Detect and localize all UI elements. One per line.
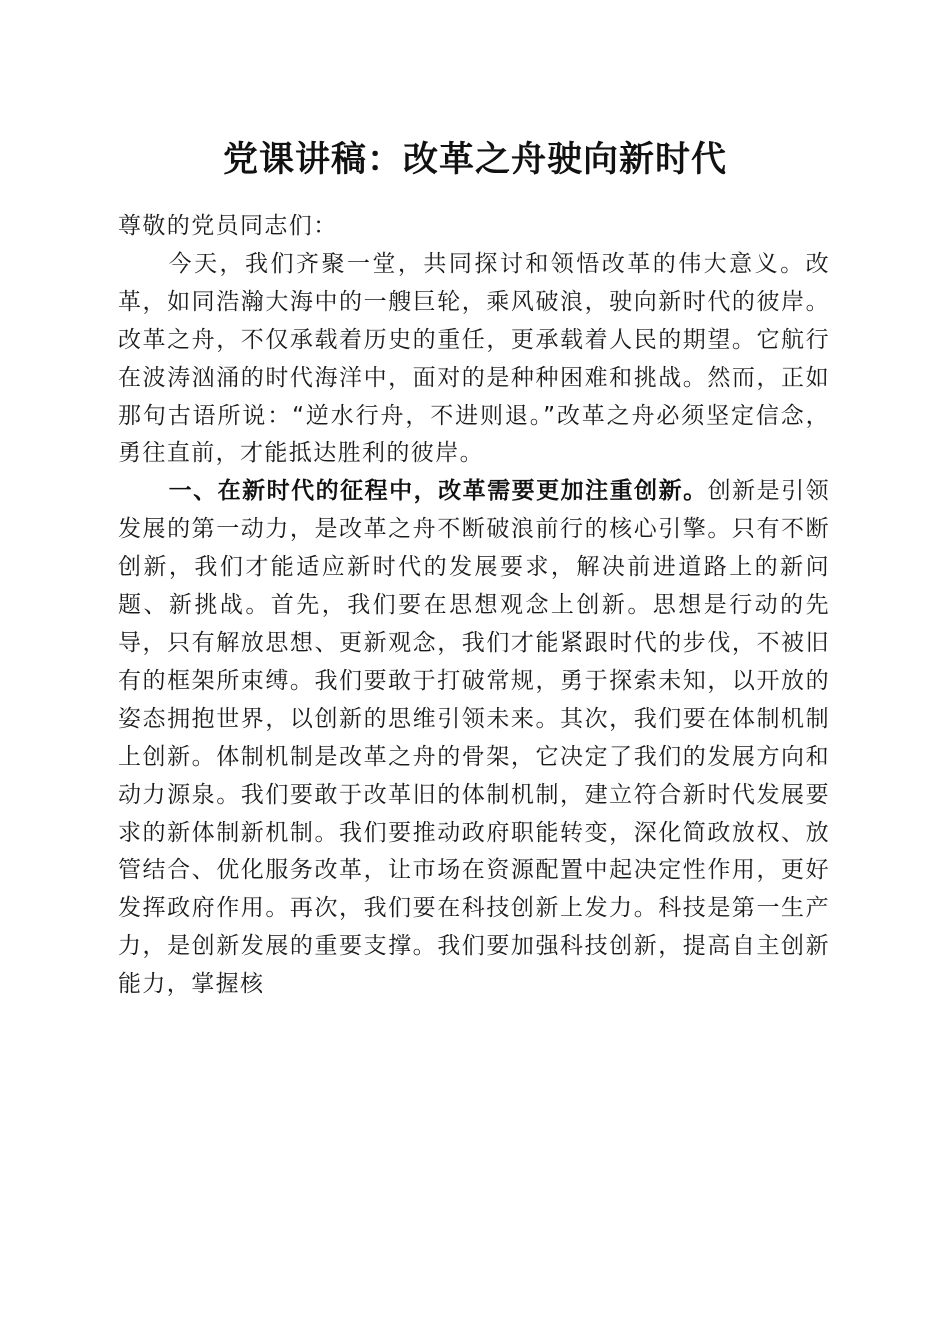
- paragraph-intro: 今天，我们齐聚一堂，共同探讨和领悟改革的伟大意义。改革，如同浩瀚大海中的一艘巨轮，乘风破浪，驶向新时代的彼岸。改革之舟，不仅承载着历史的重任，更承载着人民的期望。它航行在波涛汹涌的时代海洋中，面对的是种种困难和挑战。然而，正如那句古语所说：“逆水行舟，不进则退。”改革之舟必须坚定信念，勇往直前，才能抵达胜利的彼岸。: [118, 250, 830, 467]
- section-1-body: 创新是引领发展的第一动力，是改革之舟不断破浪前行的核心引擎。只有不断创新，我们才能适应新时代的发展要求，解决前进道路上的新问题、新挑战。首先，我们要在思想观念上创新。思想是行动的先导，只有解放思想、更新观念，我们才能紧跟时代的步伐，不被旧有的框架所束缚。我们要敢于打破常规，勇于探索未知，以开放的姿态拥抱世界，以创新的思维引领未来。其次，我们要在体制机制上创新。体制机制是改革之舟的骨架，它决定了我们的发展方向和动力源泉。我们要敢于改革旧的体制机制，建立符合新时代发展要求的新体制新机制。我们要推动政府职能转变，深化简政放权、放管结合、优化服务改革，让市场在资源配置中起决定性作用，更好发挥政府作用。再次，我们要在科技创新上发力。科技是第一生产力，是创新发展的重要支撑。我们要加强科技创新，提高自主创新能力，掌握核: [118, 478, 830, 998]
- salutation: 尊敬的党员同志们：: [118, 213, 338, 239]
- paragraph-section-1: [118, 473, 830, 1004]
- document-body: [118, 208, 830, 1004]
- document-title: 党课讲稿：改革之舟驶向新时代: [222, 139, 727, 180]
- section-1-heading: 一、在新时代的征程中，改革需要更加注重创新。: [168, 478, 708, 505]
